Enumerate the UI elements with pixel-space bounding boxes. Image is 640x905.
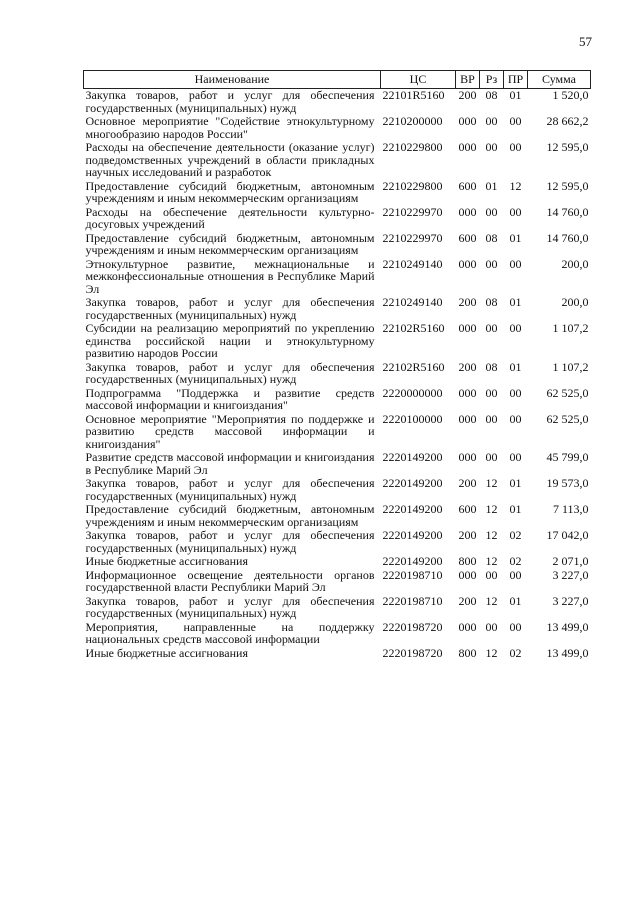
table-row [84, 529, 591, 555]
cell-vr: 200 [458, 359, 477, 374]
table-row [84, 503, 591, 529]
header-name: Наименование [84, 71, 381, 89]
cell-rz: 08 [485, 230, 498, 245]
cell-pr: 00 [509, 411, 522, 426]
cell-vr: 200 [458, 528, 477, 542]
cell-vr: 200 [458, 593, 477, 608]
cell-pr: 01 [509, 295, 522, 309]
table-row [84, 647, 591, 661]
table-row [84, 180, 591, 206]
cell-vr: 000 [458, 256, 477, 271]
cell-rz: 00 [485, 204, 498, 219]
cell-pr: 00 [509, 140, 522, 154]
cell-vr: 600 [458, 178, 477, 193]
header-pr: ПР [504, 71, 528, 89]
cell-pr: 00 [509, 450, 522, 464]
table-row [84, 232, 591, 258]
cell-rz: 12 [485, 645, 498, 660]
table-row [84, 451, 591, 477]
cell-cs: 2220100000 [382, 411, 443, 426]
cell-cs: 2210249140 [382, 256, 443, 271]
cell-cs: 2210229970 [382, 230, 443, 245]
cell-cs: 22102R5160 [382, 321, 445, 335]
cell-vr: 600 [458, 230, 477, 245]
cell-rz: 00 [485, 256, 498, 271]
cell-cs: 22102R5160 [382, 359, 445, 374]
table-row [84, 621, 591, 647]
cell-rz: 08 [485, 295, 498, 309]
cell-sum: 3 227,0 [552, 567, 589, 582]
cell-rz: 12 [485, 502, 498, 516]
cell-vr: 000 [458, 321, 477, 335]
cell-cs: 2220149200 [382, 502, 443, 516]
cell-cs: 22101R5160 [382, 88, 445, 102]
header-cs: ЦС [381, 71, 456, 89]
cell-name: Основное мероприятие "Мероприятия по поддержке и развитию средств массовой информации и книгоиздания" [85, 411, 375, 451]
cell-pr: 02 [509, 528, 522, 542]
cell-cs: 2210200000 [382, 114, 443, 128]
cell-sum: 14 760,0 [546, 204, 589, 219]
cell-cs: 2220198720 [382, 619, 443, 634]
cell-name: Закупка товаров, работ и услуг для обеспечения государственных (муниципальных) нужд [85, 88, 375, 115]
cell-name: Предоставление субсидий бюджетным, автономным учреждениям и иным некоммерческим организациям [85, 230, 375, 257]
cell-rz: 00 [485, 140, 498, 154]
cell-cs: 2210249140 [382, 295, 443, 309]
cell-pr: 01 [509, 88, 522, 102]
cell-rz: 01 [485, 178, 498, 193]
cell-vr: 200 [458, 476, 477, 490]
cell-sum: 62 525,0 [546, 385, 589, 400]
cell-cs: 2220198710 [382, 567, 443, 582]
cell-name: Закупка товаров, работ и услуг для обеспечения государственных (муниципальных) нужд [85, 528, 375, 555]
cell-name: Иные бюджетные ассигнования [85, 645, 248, 660]
cell-cs: 2220198710 [382, 593, 443, 608]
cell-vr: 000 [458, 567, 477, 582]
cell-name: Иные бюджетные ассигнования [85, 554, 248, 568]
header-rz: Рз [480, 71, 504, 89]
table-row [84, 477, 591, 503]
cell-sum: 13 499,0 [546, 645, 589, 660]
cell-rz: 12 [485, 476, 498, 490]
cell-name: Основное мероприятие "Содействие этнокультурному многообразию народов России" [85, 114, 375, 141]
table-row [84, 413, 591, 452]
cell-name: Расходы на обеспечение деятельности культурно-досуговых учреждений [85, 204, 375, 231]
cell-rz: 08 [485, 88, 498, 102]
table-row [84, 115, 591, 141]
cell-sum: 62 525,0 [546, 411, 589, 426]
cell-rz: 12 [485, 528, 498, 542]
table-row [84, 361, 591, 387]
cell-vr: 000 [458, 411, 477, 426]
cell-pr: 00 [509, 567, 522, 582]
cell-name: Информационное освещение деятельности органов государственной власти Республики Марий Эл [85, 567, 375, 594]
table-row [84, 89, 591, 116]
cell-pr: 01 [509, 502, 522, 516]
table-row [84, 569, 591, 595]
cell-cs: 2210229800 [382, 140, 443, 154]
cell-cs: 2220000000 [382, 385, 443, 400]
table-row [84, 206, 591, 232]
table-row [84, 595, 591, 621]
cell-sum: 1 107,2 [552, 321, 589, 335]
cell-name: Расходы на обеспечение деятельности (оказание услуг) подведомственных учреждений в области прикладных научных исследований и разработок [85, 140, 375, 179]
cell-vr: 000 [458, 204, 477, 219]
cell-rz: 12 [485, 593, 498, 608]
budget-table [83, 70, 591, 660]
cell-sum: 3 227,0 [552, 593, 589, 608]
cell-vr: 800 [458, 645, 477, 660]
cell-pr: 01 [509, 230, 522, 245]
cell-pr: 01 [509, 593, 522, 608]
cell-cs: 2220198720 [382, 645, 443, 660]
cell-name: Закупка товаров, работ и услуг для обеспечения государственных (муниципальных) нужд [85, 476, 375, 503]
cell-rz: 00 [485, 411, 498, 426]
cell-vr: 000 [458, 450, 477, 464]
cell-pr: 01 [509, 476, 522, 490]
budget-table-container [83, 70, 590, 660]
cell-name: Этнокультурное развитие, межнациональные и межконфессиональные отношения в Республике Марий Эл [85, 256, 375, 296]
cell-name: Предоставление субсидий бюджетным, автономным учреждениям и иным некоммерческим организациям [85, 502, 375, 529]
cell-rz: 00 [485, 619, 498, 634]
cell-vr: 000 [458, 385, 477, 400]
cell-sum: 17 042,0 [546, 528, 589, 542]
cell-rz: 00 [485, 567, 498, 582]
table-row [84, 387, 591, 413]
cell-pr: 02 [509, 554, 522, 568]
cell-cs: 2220149200 [382, 476, 443, 490]
cell-vr: 000 [458, 140, 477, 154]
page-number: 57 [579, 34, 592, 49]
table-row [84, 258, 591, 297]
cell-name: Подпрограмма "Поддержка и развитие средств массовой информации и книгоиздания" [85, 385, 375, 412]
cell-pr: 01 [509, 359, 522, 374]
cell-rz: 00 [485, 385, 498, 400]
cell-pr: 00 [509, 256, 522, 271]
cell-pr: 00 [509, 619, 522, 634]
cell-sum: 14 760,0 [546, 230, 589, 245]
cell-sum: 200,0 [561, 295, 589, 309]
cell-sum: 7 113,0 [552, 502, 589, 516]
table-row [84, 322, 591, 361]
cell-pr: 00 [509, 204, 522, 219]
cell-rz: 00 [485, 114, 498, 128]
cell-pr: 00 [509, 385, 522, 400]
cell-cs: 2220149200 [382, 450, 443, 464]
cell-sum: 12 595,0 [546, 140, 589, 154]
header-sum: Сумма [528, 71, 591, 89]
cell-cs: 2220149200 [382, 554, 443, 568]
cell-vr: 000 [458, 114, 477, 128]
cell-name: Закупка товаров, работ и услуг для обеспечения государственных (муниципальных) нужд [85, 295, 375, 322]
cell-name: Мероприятия, направленные на поддержку национальных средств массовой информации [85, 619, 375, 646]
cell-rz: 12 [485, 554, 498, 568]
cell-pr: 00 [509, 321, 522, 335]
cell-cs: 2210229970 [382, 204, 443, 219]
cell-sum: 28 662,2 [546, 114, 589, 128]
header-vr: ВР [456, 71, 480, 89]
cell-vr: 600 [458, 502, 477, 516]
cell-rz: 00 [485, 321, 498, 335]
table-header [84, 71, 591, 89]
table-row [84, 141, 591, 180]
table-row [84, 296, 591, 322]
cell-sum: 19 573,0 [546, 476, 589, 490]
cell-cs: 2220149200 [382, 528, 443, 542]
cell-sum: 45 799,0 [546, 450, 589, 464]
cell-sum: 200,0 [561, 256, 589, 271]
cell-rz: 08 [485, 359, 498, 374]
cell-sum: 1 520,0 [552, 88, 589, 102]
cell-sum: 1 107,2 [552, 359, 589, 374]
table-row [84, 555, 591, 569]
cell-vr: 200 [458, 88, 477, 102]
cell-rz: 00 [485, 450, 498, 464]
cell-name: Закупка товаров, работ и услуг для обеспечения государственных (муниципальных) нужд [85, 359, 375, 386]
cell-pr: 12 [509, 178, 522, 193]
cell-pr: 00 [509, 114, 522, 128]
cell-pr: 02 [509, 645, 522, 660]
cell-sum: 13 499,0 [546, 619, 589, 634]
cell-vr: 000 [458, 619, 477, 634]
table-body [84, 89, 591, 661]
cell-sum: 2 071,0 [552, 554, 589, 568]
cell-vr: 200 [458, 295, 477, 309]
cell-name: Предоставление субсидий бюджетным, автономным учреждениям и иным некоммерческим организациям [85, 178, 375, 205]
cell-name: Закупка товаров, работ и услуг для обеспечения государственных (муниципальных) нужд [85, 593, 375, 620]
cell-name: Субсидии на реализацию мероприятий по укреплению единства российской нации и этнокультурному развитию народов России [85, 321, 375, 360]
cell-vr: 800 [458, 554, 477, 568]
cell-name: Развитие средств массовой информации и книгоиздания в Республике Марий Эл [85, 450, 375, 477]
cell-sum: 12 595,0 [546, 178, 589, 193]
cell-cs: 2210229800 [382, 178, 443, 193]
